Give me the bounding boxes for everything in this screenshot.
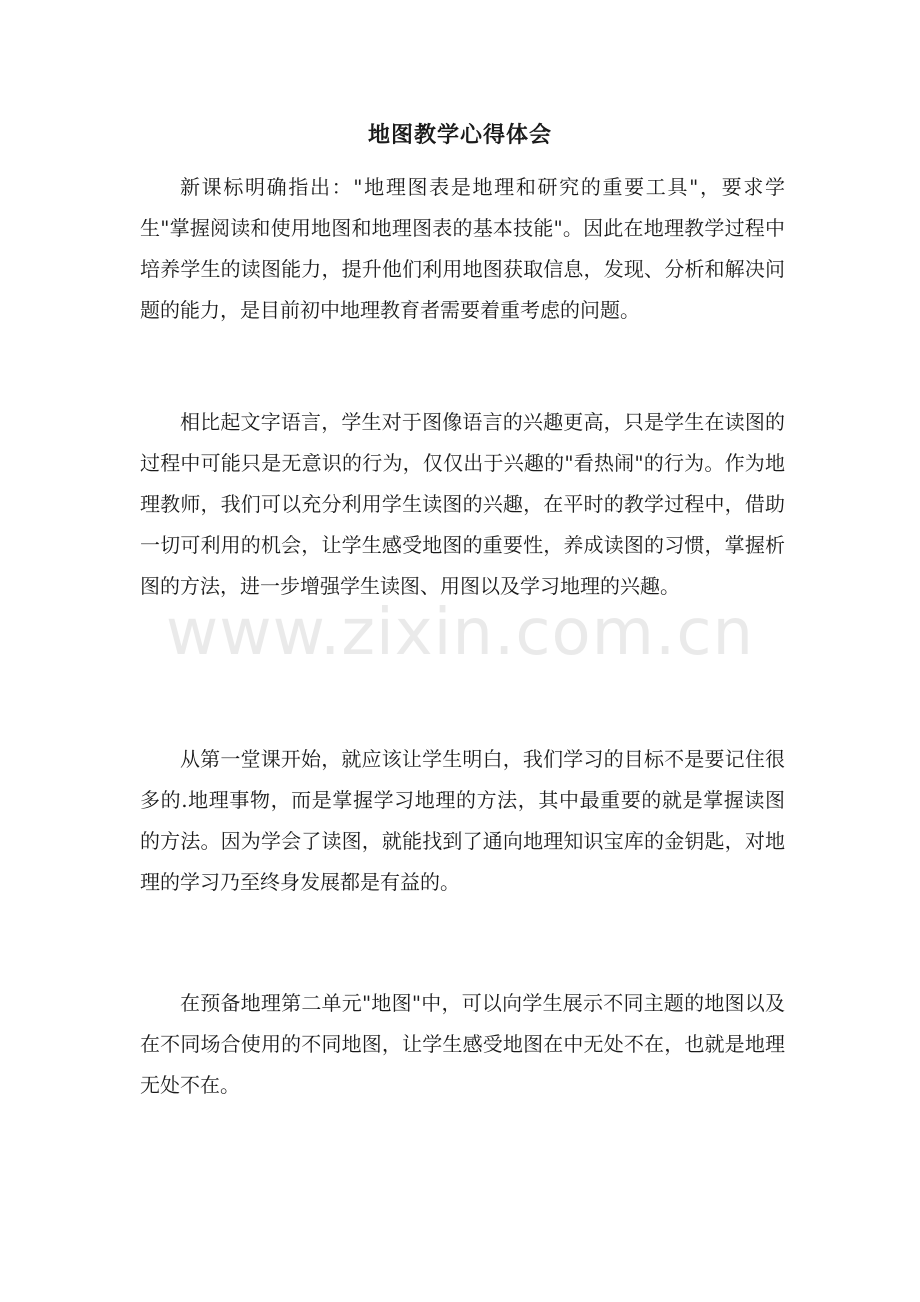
paragraph-3: 从第一堂课开始，就应该让学生明白，我们学习的目标不是要记住很多的.地理事物，而是掌握学习地理的方法，其中最重要的就是掌握读图的方法。因为学会了读图，就能找到了通向地理知识宝库的金钥匙，对地理的学习乃至终身发展都是有益的。 (140, 747, 785, 894)
paragraph-2: 相比起文字语言，学生对于图像语言的兴趣更高，只是学生在读图的过程中可能只是无意识的行为，仅仅出于兴趣的"看热闹"的行为。作为地理教师，我们可以充分利用学生读图的兴趣，在平时的教学过程中，借助一切可利用的机会，让学生感受地图的重要性，养成读图的习惯，掌握析图的方法，进一步增强学生读图、用图以及学习地理的兴趣。 (140, 410, 785, 598)
document-title: 地图教学心得体会 (367, 122, 552, 148)
watermark: www.zixin.com.cn (165, 596, 755, 670)
paragraph-4: 在预备地理第二单元"地图"中，可以向学生展示不同主题的地图以及在不同场合使用的不同地图，让学生感受地图在中无处不在，也就是地理无处不在。 (140, 991, 785, 1097)
paragraph-1: 新课标明确指出："地理图表是地理和研究的重要工具"，要求学生"掌握阅读和使用地图和地理图表的基本技能"。因此在地理教学过程中培养学生的读图能力，提升他们利用地图获取信息，发现、分析和解决问题的能力，是目前初中地理教育者需要着重考虑的问题。 (140, 175, 785, 322)
